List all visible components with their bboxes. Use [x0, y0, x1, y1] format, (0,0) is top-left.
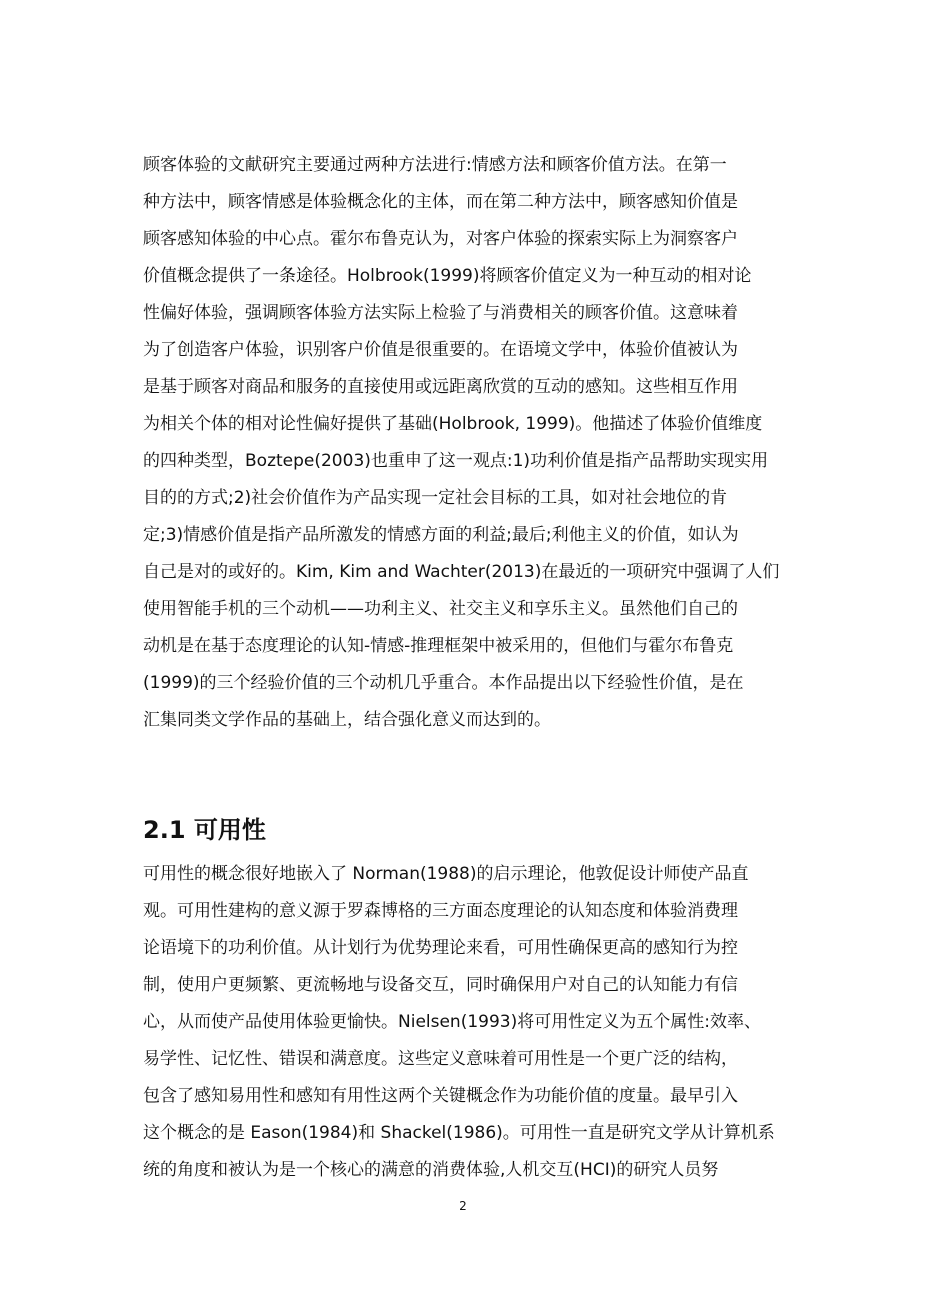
paragraph-line: 统的角度和被认为是一个核心的满意的消费体验,人机交互(HCI)的研究人员努	[143, 1160, 719, 1180]
paragraph-line: 价值概念提供了一条途径。Holbrook(1999)将顾客价值定义为一种互动的相对论	[143, 266, 752, 286]
paragraph-line: 顾客体验的文献研究主要通过两种方法进行:情感方法和顾客价值方法。在第一	[143, 155, 727, 175]
paragraph-line: 顾客感知体验的中心点。霍尔布鲁克认为，对客户体验的探索实际上为洞察客户	[143, 229, 738, 249]
paragraph-line: 可用性的概念很好地嵌入了 Norman(1988)的启示理论，他敦促设计师使产品直	[143, 864, 749, 884]
paragraph-line: 动机是在基于态度理论的认知-情感-推理框架中被采用的，但他们与霍尔布鲁克	[143, 636, 734, 656]
paragraph-line: 包含了感知易用性和感知有用性这两个关键概念作为功能价值的度量。最早引入	[143, 1086, 738, 1106]
paragraph-line: 易学性、记忆性、错误和满意度。这些定义意味着可用性是一个更广泛的结构，	[143, 1049, 738, 1069]
paragraph-line: 论语境下的功利价值。从计划行为优势理论来看，可用性确保更高的感知行为控	[143, 938, 738, 958]
paragraph-line: 观。可用性建构的意义源于罗森博格的三方面态度理论的认知态度和体验消费理	[143, 901, 738, 921]
paragraph-line: 种方法中，顾客情感是体验概念化的主体，而在第二种方法中，顾客感知价值是	[143, 192, 738, 212]
paragraph-line: 这个概念的是 Eason(1984)和 Shackel(1986)。可用性一直是研究文学从计算机系	[143, 1123, 775, 1143]
paragraph-line: 使用智能手机的三个动机——功利主义、社交主义和享乐主义。虽然他们自己的	[143, 599, 738, 619]
paragraph-line: 的四种类型，Boztepe(2003)也重申了这一观点:1)功利价值是指产品帮助实现实用	[143, 451, 769, 471]
paragraph-line: 是基于顾客对商品和服务的直接使用或远距离欣赏的互动的感知。这些相互作用	[143, 377, 738, 397]
paragraph-line: 为了创造客户体验，识别客户价值是很重要的。在语境文学中，体验价值被认为	[143, 340, 738, 360]
paragraph-line: 心，从而使产品使用体验更愉快。Nielsen(1993)将可用性定义为五个属性:效率、	[143, 1012, 761, 1032]
paragraph-line: (1999)的三个经验价值的三个动机几乎重合。本作品提出以下经验性价值，是在	[143, 673, 744, 693]
paragraph-line: 汇集同类文学作品的基础上，结合强化意义而达到的。	[143, 710, 551, 730]
paragraph-line: 目的的方式;2)社会价值作为产品实现一定社会目标的工具，如对社会地位的肯	[143, 488, 728, 508]
paragraph-line: 自己是对的或好的。Kim, Kim and Wachter(2013)在最近的一项研究中强调了人们	[143, 562, 780, 582]
page-number: 2	[459, 1199, 467, 1213]
paragraph-line: 为相关个体的相对论性偏好提供了基础(Holbrook, 1999)。他描述了体验价值维度	[143, 414, 763, 434]
paragraph-line: 制，使用户更频繁、更流畅地与设备交互，同时确保用户对自己的认知能力有信	[143, 975, 738, 995]
paragraph-line: 定;3)情感价值是指产品所激发的情感方面的利益;最后;利他主义的价值，如认为	[143, 525, 739, 545]
paragraph-line: 性偏好体验，强调顾客体验方法实际上检验了与消费相关的顾客价值。这意味着	[143, 303, 738, 323]
section-heading: 2.1 可用性	[143, 816, 266, 844]
